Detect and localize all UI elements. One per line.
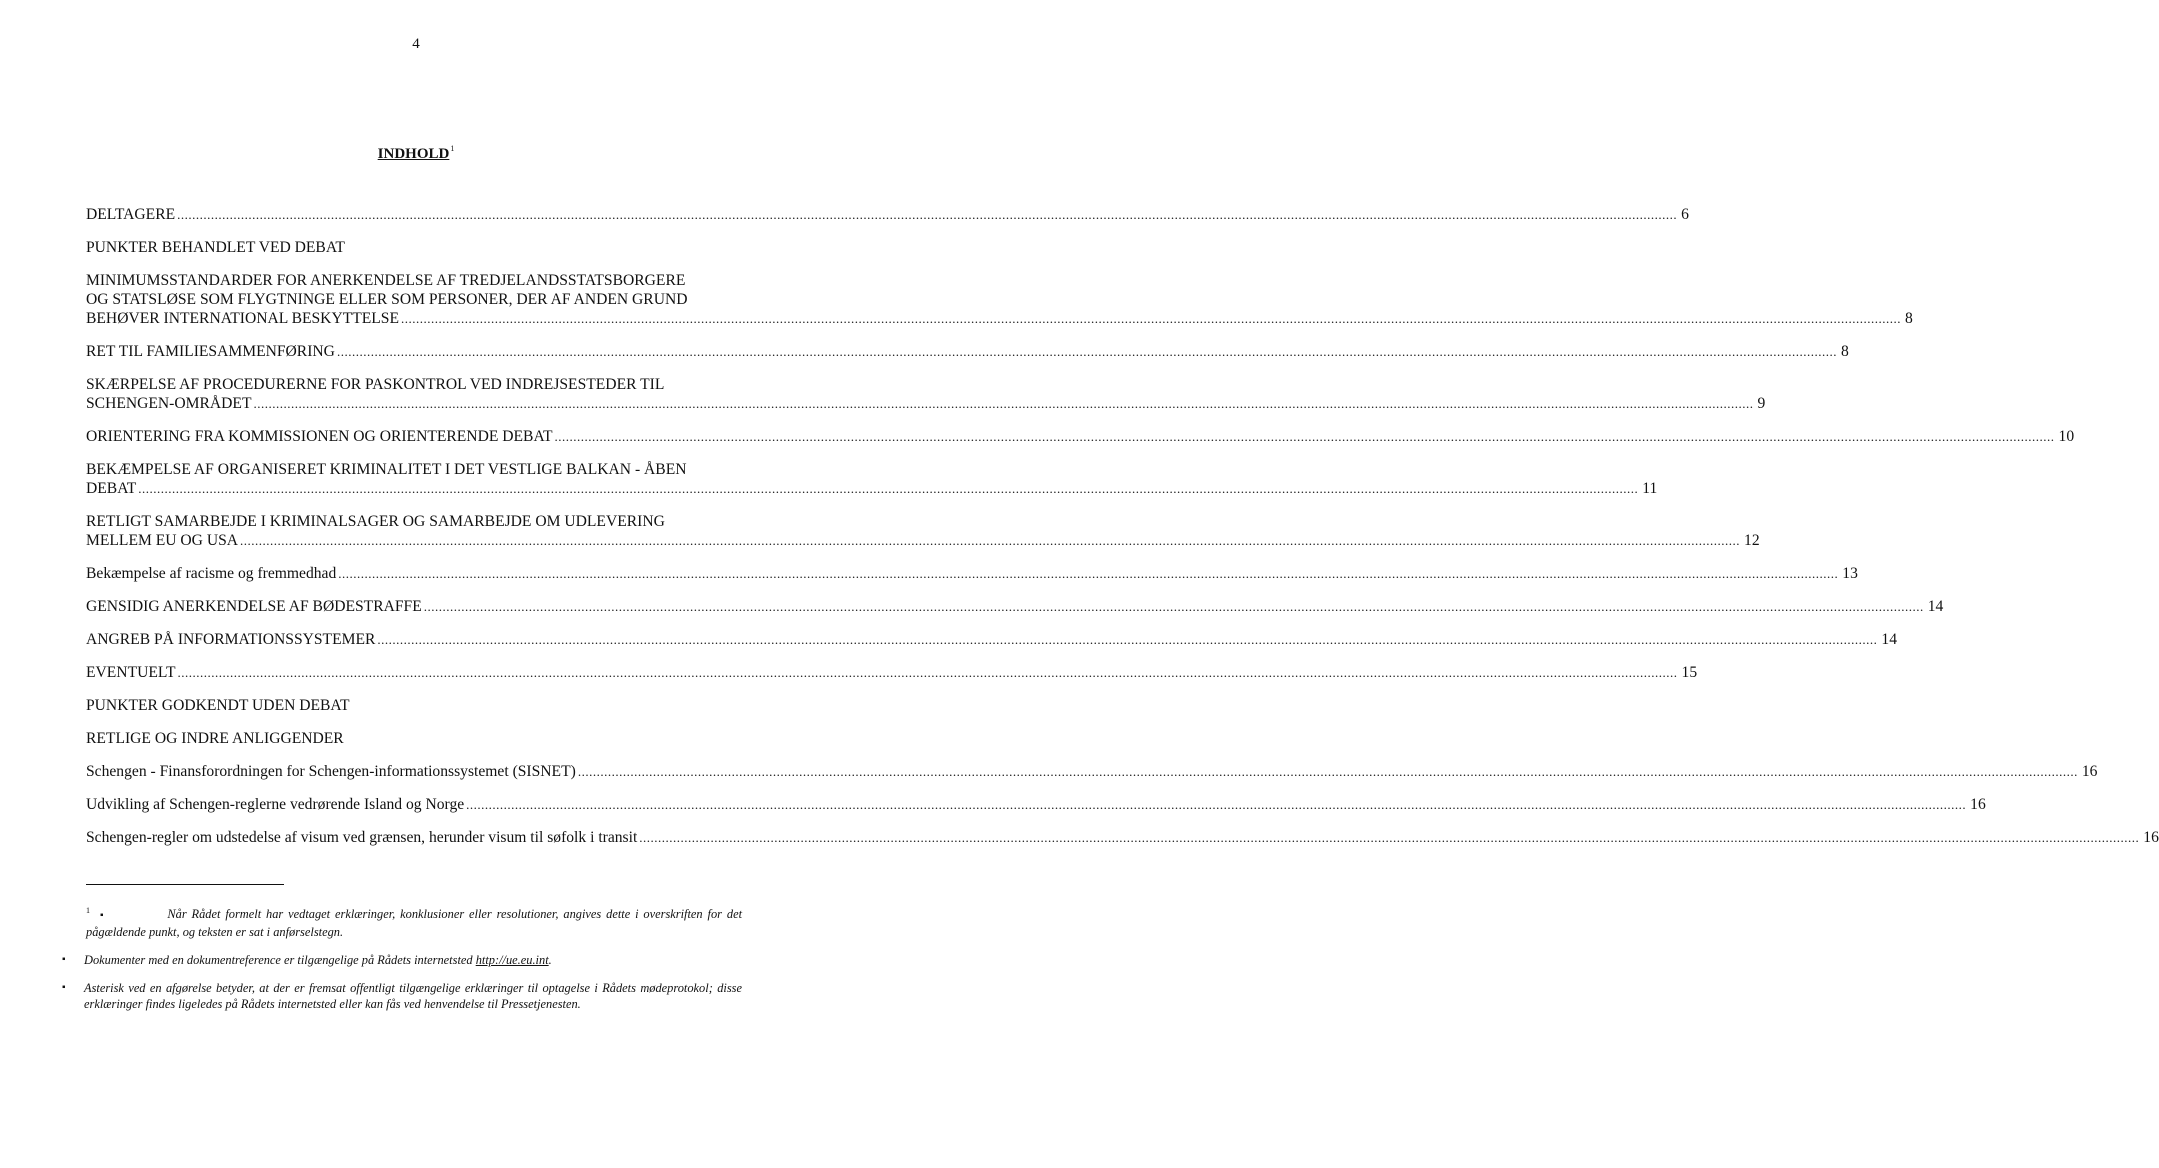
toc-entry-text: DELTAGERE bbox=[86, 206, 176, 223]
toc-line bbox=[86, 479, 1658, 498]
toc-entry-text: BEHØVER INTERNATIONAL BESKYTTELSE bbox=[86, 310, 400, 327]
footnote-text: Asterisk ved en afgørelse betyder, at der er fremsat offentligt tilgængelige erklæringer til optagelse i Rådets mødeprotokol; disse erklæringer findes ligeledes på Rådets internetsted eller kan fås ved henvendelse til Pressetjenesten. bbox=[84, 981, 742, 1011]
footnote-text-end: . bbox=[548, 953, 552, 967]
dot-leader: ................................................................................................................................................................................................................................................................................................................................................................................................................ bbox=[336, 344, 1837, 359]
bullet-icon: ▪ bbox=[100, 910, 106, 921]
dot-leader: ................................................................................................................................................................................................................................................................................................................................................................................................................ bbox=[177, 665, 1678, 680]
toc-entry bbox=[86, 828, 2159, 847]
toc-entry-text: SCHENGEN-OMRÅDET bbox=[86, 395, 252, 412]
toc-page-number: 16 bbox=[2143, 829, 2159, 846]
toc-line bbox=[86, 795, 1986, 814]
bullet-icon: ▪ bbox=[62, 954, 66, 965]
toc-line bbox=[86, 531, 1760, 550]
toc-line bbox=[86, 205, 1689, 224]
toc-entry bbox=[86, 597, 1944, 616]
toc-entry-text: RETLIGT SAMARBEJDE I KRIMINALSAGER OG SAMARBEJDE OM UDLEVERING bbox=[86, 513, 665, 530]
toc-entry bbox=[86, 795, 1986, 814]
dot-leader: ................................................................................................................................................................................................................................................................................................................................................................................................................ bbox=[377, 632, 1878, 647]
toc-entry bbox=[86, 762, 2098, 781]
title-footnote-marker: 1 bbox=[450, 144, 455, 153]
toc-line bbox=[86, 762, 2098, 781]
toc-line bbox=[86, 427, 2075, 446]
toc-entry-text: Udvikling af Schengen-reglerne vedrørende Island og Norge bbox=[86, 796, 465, 813]
toc-entry bbox=[86, 630, 1897, 649]
dot-leader: ................................................................................................................................................................................................................................................................................................................................................................................................................ bbox=[401, 311, 1902, 326]
toc-entry-text: MELLEM EU OG USA bbox=[86, 532, 239, 549]
toc-line bbox=[86, 663, 1698, 682]
toc-entry bbox=[86, 375, 1766, 413]
toc-line bbox=[86, 597, 1944, 616]
toc-line bbox=[86, 828, 2159, 847]
page-number: 4 bbox=[412, 36, 420, 52]
toc-entry-text: Bekæmpelse af racisme og fremmedhad bbox=[86, 565, 337, 582]
footnote-3 bbox=[62, 980, 742, 1012]
toc-entry bbox=[86, 696, 742, 715]
dot-leader: ................................................................................................................................................................................................................................................................................................................................................................................................................ bbox=[138, 481, 1639, 496]
toc-entry-text: ANGREB PÅ INFORMATIONSSYSTEMER bbox=[86, 631, 376, 648]
footnote-2 bbox=[62, 952, 742, 968]
footnote-marker: 1 bbox=[86, 906, 90, 915]
internet-link[interactable]: http://ue.eu.int bbox=[475, 953, 549, 967]
toc-line bbox=[86, 564, 1858, 583]
toc-entry-text: RET TIL FAMILIESAMMENFØRING bbox=[86, 343, 335, 360]
dot-leader: ................................................................................................................................................................................................................................................................................................................................................................................................................ bbox=[639, 830, 2140, 845]
toc-page-number: 8 bbox=[1840, 343, 1849, 360]
toc-page-number: 16 bbox=[1970, 796, 1986, 813]
toc-line bbox=[86, 630, 1897, 649]
footnote-1 bbox=[62, 906, 742, 940]
toc-entry-text: EVENTUELT bbox=[86, 664, 176, 681]
bullet-icon: ▪ bbox=[62, 982, 66, 993]
page-title bbox=[0, 144, 832, 163]
toc-page-number: 11 bbox=[1642, 480, 1658, 497]
toc-entry-text: RETLIGE OG INDRE ANLIGGENDER bbox=[86, 730, 344, 747]
toc-line bbox=[86, 342, 1849, 361]
toc-entry bbox=[86, 271, 1913, 328]
toc-line bbox=[86, 394, 1766, 413]
toc-entry bbox=[86, 663, 1698, 682]
dot-leader: ................................................................................................................................................................................................................................................................................................................................................................................................................ bbox=[177, 207, 1678, 222]
toc-entry-text: GENSIDIG ANERKENDELSE AF BØDESTRAFFE bbox=[86, 598, 422, 615]
toc-page-number: 10 bbox=[2058, 428, 2075, 445]
toc-page-number: 12 bbox=[1744, 532, 1760, 549]
table-of-contents bbox=[86, 205, 2159, 861]
toc-entry-text: Schengen-regler om udstedelse af visum ved grænsen, herunder visum til søfolk i transit bbox=[86, 829, 638, 846]
toc-entry bbox=[86, 205, 1689, 224]
toc-entry bbox=[86, 460, 1658, 498]
toc-page-number: 6 bbox=[1681, 206, 1689, 223]
toc-line bbox=[86, 309, 1913, 328]
toc-entry-text: PUNKTER BEHANDLET VED DEBAT bbox=[86, 239, 345, 256]
toc-entry bbox=[86, 564, 1858, 583]
toc-entry bbox=[86, 512, 1760, 550]
toc-entry-text: OG STATSLØSE SOM FLYGTNINGE ELLER SOM PERSONER, DER AF ANDEN GRUND bbox=[86, 291, 688, 308]
dot-leader: ................................................................................................................................................................................................................................................................................................................................................................................................................ bbox=[423, 599, 1924, 614]
dot-leader: ................................................................................................................................................................................................................................................................................................................................................................................................................ bbox=[338, 566, 1839, 581]
dot-leader: ................................................................................................................................................................................................................................................................................................................................................................................................................ bbox=[466, 797, 1967, 812]
toc-page-number: 8 bbox=[1905, 310, 1913, 327]
toc-page-number: 14 bbox=[1927, 598, 1944, 615]
toc-entry bbox=[86, 729, 742, 748]
toc-entry-text: PUNKTER GODKENDT UDEN DEBAT bbox=[86, 697, 350, 714]
dot-leader: ................................................................................................................................................................................................................................................................................................................................................................................................................ bbox=[253, 396, 1754, 411]
title-text: INDHOLD bbox=[377, 146, 450, 162]
footnote-text: Dokumenter med en dokumentreference er tilgængelige på Rådets internetsted bbox=[84, 953, 476, 967]
toc-page-number: 13 bbox=[1842, 565, 1858, 582]
toc-page-number: 15 bbox=[1681, 664, 1698, 681]
toc-page-number: 9 bbox=[1757, 395, 1766, 412]
toc-entry bbox=[86, 342, 1849, 361]
toc-entry bbox=[86, 238, 742, 257]
dot-leader: ................................................................................................................................................................................................................................................................................................................................................................................................................ bbox=[577, 764, 2078, 779]
footnote-divider bbox=[86, 884, 284, 885]
footnote-text: Når Rådet formelt har vedtaget erklæringer, konklusioner eller resolutioner, angives dette i overskriften for det pågældende punkt, og teksten er sat i anførselstegn. bbox=[86, 907, 743, 939]
toc-entry-text: MINIMUMSSTANDARDER FOR ANERKENDELSE AF TREDJELANDSSTATSBORGERE bbox=[86, 272, 686, 289]
toc-page-number: 16 bbox=[2081, 763, 2098, 780]
dot-leader: ................................................................................................................................................................................................................................................................................................................................................................................................................ bbox=[554, 429, 2055, 444]
footnotes bbox=[62, 906, 742, 1024]
toc-entry-text: BEKÆMPELSE AF ORGANISERET KRIMINALITET I DET VESTLIGE BALKAN - ÅBEN bbox=[86, 461, 687, 478]
toc-entry-text: SKÆRPELSE AF PROCEDURERNE FOR PASKONTROL VED INDREJSESTEDER TIL bbox=[86, 376, 665, 393]
toc-page-number: 14 bbox=[1881, 631, 1897, 648]
dot-leader: ................................................................................................................................................................................................................................................................................................................................................................................................................ bbox=[240, 533, 1741, 548]
toc-entry-text: DEBAT bbox=[86, 480, 137, 497]
toc-entry-text: ORIENTERING FRA KOMMISSIONEN OG ORIENTERENDE DEBAT bbox=[86, 428, 553, 445]
toc-entry bbox=[86, 427, 2075, 446]
toc-entry-text: Schengen - Finansforordningen for Schengen-informationssystemet (SISNET) bbox=[86, 763, 576, 780]
